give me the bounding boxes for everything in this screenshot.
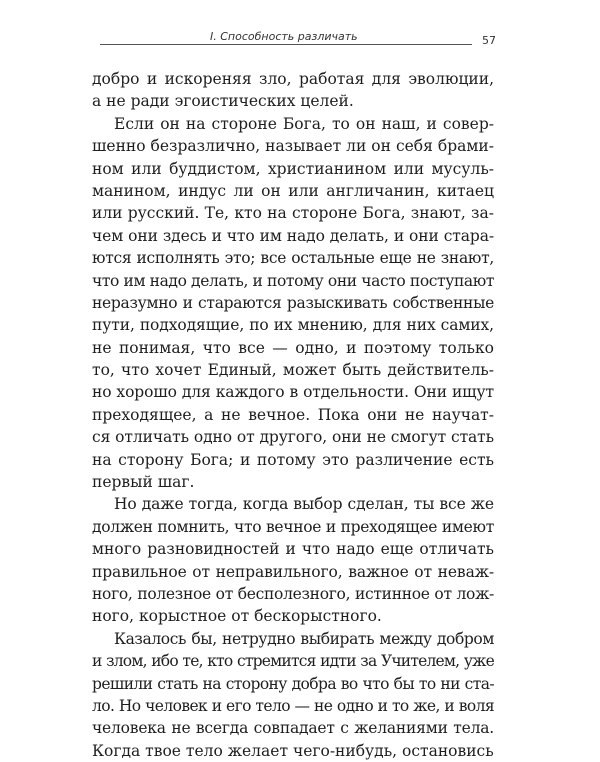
text-line: или русский. Те, кто на стороне Бога, знают, за- bbox=[92, 204, 494, 223]
text-line: а не ради эгоистических целей. bbox=[92, 92, 354, 111]
text-line: пути, подходящие, по их мнению, для них самих, bbox=[92, 316, 494, 335]
text-line: на сторону Бога; и потому это различение есть bbox=[92, 450, 494, 469]
text-line: преходящее, а не вечное. Пока они не научат- bbox=[92, 405, 494, 424]
page-number: 57 bbox=[482, 34, 496, 47]
text-line: ного, полезное от бесполезного, истинное от лож- bbox=[92, 584, 494, 603]
text-line: Если он на стороне Бога, то он наш, и совер- bbox=[114, 114, 494, 133]
body-text bbox=[92, 68, 494, 762]
text-line: не понимая, что все — одно, и поэтому только bbox=[92, 338, 494, 357]
text-line: правильное от неправильного, важное от неваж- bbox=[92, 562, 494, 581]
text-line: Но даже тогда, когда выбор сделан, ты все же bbox=[114, 495, 494, 514]
text-line: ло. Но человек и его тело — не одно и то же, и воля bbox=[92, 696, 494, 715]
text-line: Когда твое тело желает чего-нибудь, остановись bbox=[92, 741, 494, 760]
text-line: но хорошо для каждого в отдельности. Они ищут bbox=[92, 383, 494, 402]
text-line: ном или буддистом, христианином или мусуль- bbox=[92, 159, 494, 178]
text-line: манином, индус ли он или англичанин, китаец bbox=[92, 181, 494, 200]
text-line: много разновидностей и что надо еще отличать bbox=[92, 540, 494, 559]
text-line: человека не всегда совпадает с желаниями тела. bbox=[92, 719, 494, 738]
text-line: добро и искореняя зло, работая для эволюции, bbox=[92, 70, 494, 88]
text-line: ся отличать одно от другого, они не смогут стать bbox=[92, 428, 494, 447]
running-head bbox=[100, 26, 500, 50]
text-line: первый шаг. bbox=[92, 473, 195, 492]
chapter-title: I. Способность различать bbox=[210, 30, 358, 43]
text-line: шенно безразлично, называет ли он себя брами- bbox=[92, 137, 494, 156]
text-line: Казалось бы, нетрудно выбирать между добром bbox=[114, 629, 494, 648]
text-line: должен помнить, что вечное и преходящее имеют bbox=[92, 517, 494, 536]
text-line: решили стать на сторону добра во что бы то ни ста- bbox=[92, 674, 494, 693]
paragraph bbox=[92, 68, 494, 113]
paragraph bbox=[92, 113, 494, 494]
text-line: то, что хочет Единый, может быть действитель- bbox=[92, 361, 494, 380]
paragraph bbox=[92, 628, 494, 762]
paragraph bbox=[92, 493, 494, 627]
text-line: что им надо делать, и потому они часто поступают bbox=[92, 271, 494, 290]
header-rule bbox=[100, 44, 472, 45]
text-line: ного, корыстное от бескорыстного. bbox=[92, 607, 382, 626]
text-line: чем они здесь и что им надо делать, и они стара- bbox=[92, 226, 494, 245]
text-line: и злом, ибо те, кто стремится идти за Учителем, уже bbox=[92, 652, 494, 671]
text-line: ются исполнять это; все остальные еще не знают, bbox=[92, 249, 494, 268]
text-line: неразумно и стараются разыскивать собственные bbox=[92, 293, 494, 312]
